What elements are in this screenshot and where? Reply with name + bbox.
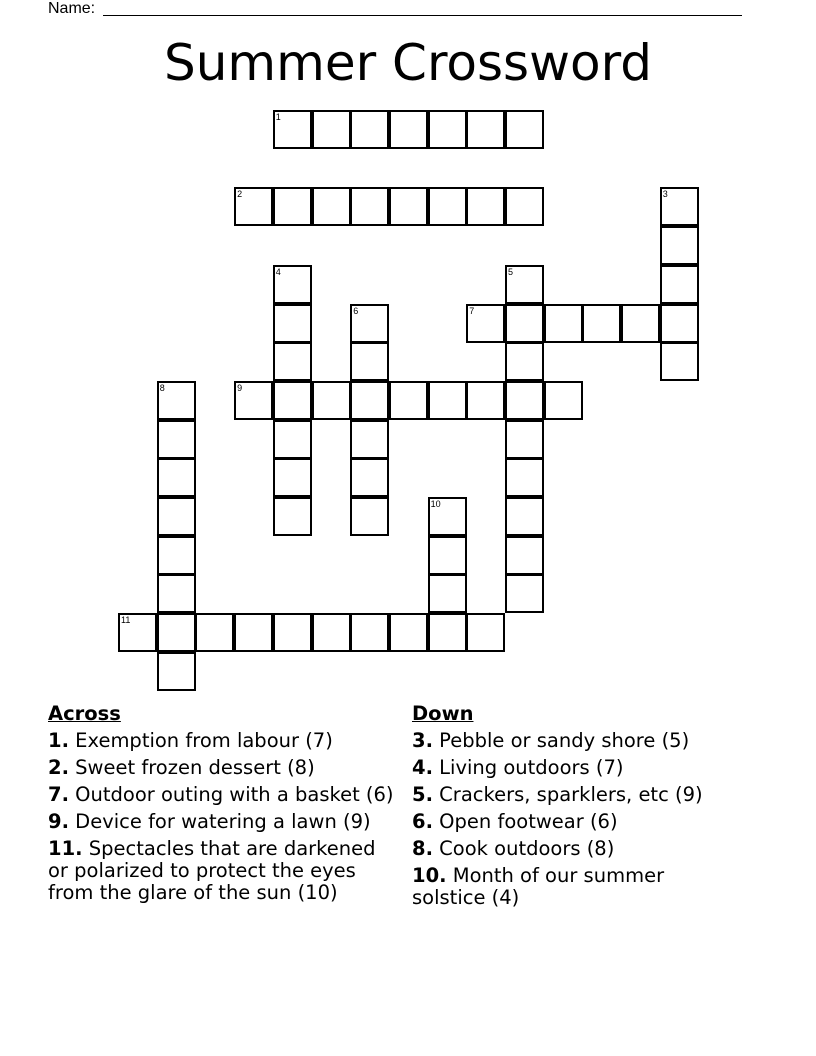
clue-item-number: 10. [412,864,447,887]
across-clues [48,702,398,909]
crossword-cell[interactable] [505,110,544,149]
crossword-cell[interactable] [350,458,389,497]
clue-item-text: Crackers, sparklers, etc (9) [432,783,703,806]
crossword-cell[interactable] [466,381,505,420]
crossword-cell[interactable] [157,652,196,691]
crossword-cell[interactable] [389,381,428,420]
clue-number: 1 [275,112,281,122]
crossword-cell[interactable] [505,265,544,304]
crossword-cell[interactable] [505,381,544,420]
clue-item [48,811,398,833]
crossword-cell[interactable] [544,381,583,420]
clue-item-text: Spectacles that are darkened or polarized to protect the eyes from the glare of the sun (10) [48,837,376,904]
crossword-cell[interactable] [157,613,196,652]
clue-item-number: 3. [412,729,433,752]
clue-number: 3 [662,189,668,200]
clue-item-number: 4. [412,756,433,779]
clue-item [412,730,742,752]
clue-item-text: Living outdoors (7) [432,756,624,779]
crossword-cell[interactable] [466,613,505,652]
crossword-cell[interactable] [118,613,157,652]
crossword-cell[interactable] [660,187,699,226]
crossword-cell[interactable] [273,458,312,497]
clue-item-text: Exemption from labour (7) [68,729,333,752]
name-label: Name: [48,0,96,17]
down-heading: Down [412,702,474,725]
clue-item [412,865,742,909]
crossword-cell[interactable] [157,381,196,420]
crossword-cell[interactable] [273,497,312,536]
clue-item [48,757,398,779]
crossword-cell[interactable] [312,187,351,226]
crossword-cell[interactable] [350,613,389,652]
crossword-cell[interactable] [350,342,389,381]
crossword-cell[interactable] [157,497,196,536]
clue-item-number: 1. [48,729,69,752]
crossword-cell[interactable] [505,536,544,575]
crossword-cell[interactable] [312,381,351,420]
crossword-cell[interactable] [428,381,467,420]
clue-item [48,730,398,752]
clue-number: 6 [353,305,359,316]
crossword-cell[interactable] [195,613,234,652]
clue-number: 7 [469,305,475,316]
crossword-cell[interactable] [350,381,389,420]
clue-item-number: 9. [48,810,69,833]
crossword-cell[interactable] [660,304,699,343]
across-heading: Across [48,702,121,725]
clue-item-number: 11. [48,837,83,860]
crossword-cell[interactable] [621,304,660,343]
clue-item [412,784,742,806]
crossword-cell[interactable] [350,187,389,226]
clue-item-number: 2. [48,756,69,779]
crossword-cell[interactable] [505,574,544,613]
crossword-cell[interactable] [389,110,428,149]
crossword-cell[interactable] [273,304,312,343]
clue-item [412,838,742,860]
crossword-cell[interactable] [505,342,544,381]
crossword-cell[interactable] [273,381,312,420]
crossword-cell[interactable] [389,187,428,226]
crossword-cell[interactable] [273,110,312,149]
clue-item-text: Open footwear (6) [432,810,618,833]
crossword-cell[interactable] [505,497,544,536]
crossword-cell[interactable] [505,458,544,497]
crossword-cell[interactable] [273,613,312,652]
clue-item-text: Sweet frozen dessert (8) [68,756,315,779]
crossword-cell[interactable] [234,381,273,420]
page-title: Summer Crossword [163,34,652,92]
crossword-cell[interactable] [428,574,467,613]
crossword-cell[interactable] [312,613,351,652]
clue-item [412,757,742,779]
crossword-cell[interactable] [350,497,389,536]
crossword-cell[interactable] [273,265,312,304]
clue-item-text: Month of our summer solstice (4) [412,864,665,909]
crossword-cell[interactable] [350,110,389,149]
crossword-cell[interactable] [273,187,312,226]
crossword-cell[interactable] [157,536,196,575]
clue-item-number: 6. [412,810,433,833]
crossword-cell[interactable] [505,420,544,459]
crossword-cell[interactable] [544,304,583,343]
crossword-cell[interactable] [428,110,467,149]
crossword-cell[interactable] [234,613,273,652]
clue-number: 10 [430,499,441,509]
crossword-cell[interactable] [350,304,389,343]
crossword-cell[interactable] [389,613,428,652]
crossword-cell[interactable] [660,226,699,265]
crossword-cell[interactable] [428,497,467,536]
clue-number: 2 [237,189,243,200]
clue-number: 9 [237,382,243,393]
clue-number: 4 [275,266,281,277]
crossword-cell[interactable] [428,536,467,575]
crossword-cell[interactable] [660,342,699,381]
clue-item-text: Outdoor outing with a basket (6) [68,783,394,806]
crossword-cell[interactable] [273,420,312,459]
crossword-cell[interactable] [312,110,351,149]
crossword-cell[interactable] [505,187,544,226]
crossword-cell[interactable] [428,613,467,652]
clue-item [48,838,398,904]
crossword-cell[interactable] [157,458,196,497]
crossword-cell[interactable] [466,304,505,343]
crossword-cell[interactable] [466,187,505,226]
crossword-cell[interactable] [273,342,312,381]
clue-item-text: Cook outdoors (8) [432,837,615,860]
crossword-cell[interactable] [582,304,621,343]
crossword-cell[interactable] [157,420,196,459]
clue-item-text: Device for watering a lawn (9) [68,810,371,833]
crossword-cell[interactable] [660,265,699,304]
clue-item-number: 5. [412,783,433,806]
clue-item-number: 7. [48,783,69,806]
clue-item-number: 8. [412,837,433,860]
crossword-cell[interactable] [157,574,196,613]
clue-item [48,784,398,806]
crossword-cell[interactable] [350,420,389,459]
clue-number: 5 [508,266,514,277]
crossword-cell[interactable] [428,187,467,226]
crossword-cell[interactable] [505,304,544,343]
clue-number: 8 [159,382,165,393]
clue-number: 11 [121,615,131,626]
clue-item-text: Pebble or sandy shore (5) [432,729,690,752]
crossword-cell[interactable] [466,110,505,149]
clue-item [412,811,742,833]
crossword-cell[interactable] [234,187,273,226]
down-clues [412,702,742,914]
